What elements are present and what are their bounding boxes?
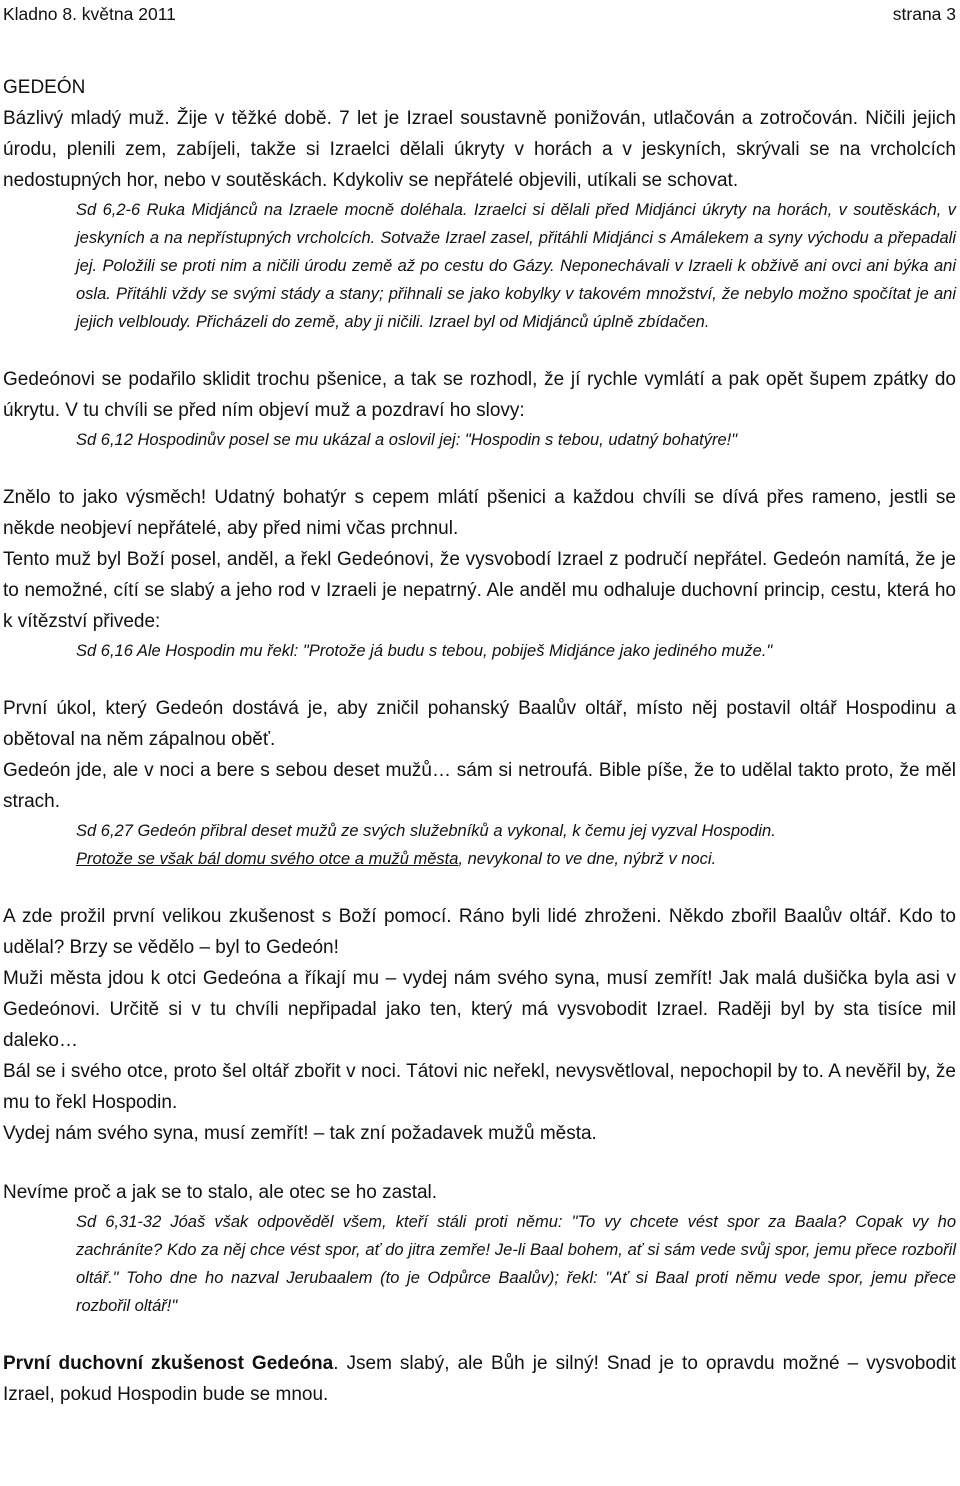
paragraph-father: Bál se i svého otce, proto šel oltář zbořit v noci. Tátovi nic neřekl, nevysvětloval, nepochopil by to. A nevěřil by, že mu to řekl Hospodin. xyxy=(3,1061,956,1113)
spacer xyxy=(3,336,956,364)
paragraph-father-defends: Nevíme proč a jak se to stalo, ale otec se ho zastal. xyxy=(3,1182,438,1203)
quote-sd-6-16: Sd 6,16 Ale Hospodin mu řekl: "Protože já budu s tebou, pobiješ Midjánce jako jediného muže." xyxy=(76,642,773,660)
paragraph-conclusion xyxy=(3,1348,956,1410)
spacer xyxy=(3,1149,956,1177)
document-page xyxy=(0,1,960,1486)
paragraph-messenger: Tento muž byl Boží posel, anděl, a řekl Gedeónovi, že vysvobodí Izrael z područí nepřátel. Gedeón namítá, že je to nemožné, cítí se slabý a jeho rod v Izraeli je nepatrný. Ale anděl mu odhaluje duchovní princip, cestu, která ho k vítězství přivede: xyxy=(3,549,956,632)
section-title: GEDEÓN xyxy=(3,77,86,98)
paragraph-first-task: První úkol, který Gedeón dostává je, aby zničil pohanský Baalův oltář, místo něj postavil oltář Hospodinu a obětoval na něm zápalnou oběť. xyxy=(3,698,956,750)
conclusion-rest: . Jsem slabý, ale Bůh je silný! Snad je to opravdu možné – vysvobodit Izrael, pokud Hospodin bude se mnou. xyxy=(3,1353,956,1405)
paragraph-experience: A zde prožil první velikou zkušenost s Boží pomocí. Ráno byli lidé zhroženi. Někdo zbořil Baalův oltář. Kdo to udělal? Brzy se vědělo – byl to Gedeón! xyxy=(3,906,956,958)
paragraph-mockery: Znělo to jako výsměch! Udatný bohatýr s cepem mlátí pšenici a každou chvíli se dívá přes rameno, jestli se někde neobjeví nepřátelé, aby před nimi včas prchnul. xyxy=(3,487,956,539)
paragraph-intro: Bázlivý mladý muž. Žije v těžké době. 7 let je Izrael soustavně ponižován, utlačován a zotročován. Ničili jejich úrodu, plenili zem, zabíjeli, takže si Izraelci dělali úkryty v horách a v jeskyních, skrývali se na vrcholcích nedostupných hor, nebo v soutěskách. Kdykoliv se nepřátelé objevili, utíkali se schovat. xyxy=(3,108,956,191)
quote-sd-6-31-32: Sd 6,31-32 Jóaš však odpověděl všem, kteří stáli proti němu: "To vy chcete vést spor za Baala? Copak vy ho zachráníte? Kdo za něj chce vést spor, ať do jitra zemře! Je-li Baal bohem, ať si sám vede svůj spor, jemu přece rozbořil oltář." Toho dne ho nazval Jerubaalem (to je Odpůrce Baalův); řekl: "Ať si Baal proti němu vede spor, jemu přece rozbořil oltář!" xyxy=(76,1213,956,1315)
quote-sd-6-12: Sd 6,12 Hospodinův posel se mu ukázal a oslovil jej: "Hospodin s tebou, udatný bohatýre!" xyxy=(76,431,738,449)
paragraph-night: Gedeón jde, ale v noci a bere s sebou deset mužů… sám si netroufá. Bible píše, že to udělal takto proto, že měl strach. xyxy=(3,760,956,812)
conclusion-bold-lead: První duchovní zkušenost Gedeóna xyxy=(3,1353,334,1374)
quote-sd-6-27-rest: , nevykonal to ve dne, nýbrž v noci. xyxy=(458,850,717,868)
header-page-number: strana 3 xyxy=(892,4,956,24)
paragraph-men-of-city: Muži města jdou k otci Gedeóna a říkají mu – vydej nám svého syna, musí zemřít! Jak malá dušička byla asi v Gedeónovi. Určitě si v tu chvíli nepřipadal jako ten, který má vysvobodit Izrael. Raději byl by sta tisíce mil daleko… xyxy=(3,968,956,1051)
page-header xyxy=(3,1,956,27)
quote-sd-6-27-first: Sd 6,27 Gedeón přibral deset mužů ze svých služebníků a vykonal, k čemu jej vyzval Hospodin. xyxy=(76,822,776,840)
spacer xyxy=(3,1320,956,1348)
paragraph-demand: Vydej nám svého syna, musí zemřít! – tak zní požadavek mužů města. xyxy=(3,1123,597,1144)
spacer xyxy=(3,665,956,693)
quote-sd-6-27 xyxy=(76,817,956,873)
header-date: Kladno 8. května 2011 xyxy=(3,4,176,24)
spacer xyxy=(3,873,956,901)
paragraph-harvest: Gedeónovi se podařilo sklidit trochu pšenice, a tak se rozhodl, že jí rychle vymlátí a pak opět šupem zpátky do úkrytu. V tu chvíli se před ním objeví muž a pozdraví ho slovy: xyxy=(3,369,956,421)
quote-sd-6-2-6: Sd 6,2-6 Ruka Midjánců na Izraele mocně doléhala. Izraelci si dělali před Midjánci úkryty na horách, v soutěskách, v jeskyních a na nepřístupných vrcholcích. Sotvaže Izrael zasel, přitáhli Midjánci s Amálekem a syny východu a přepadali jej. Položili se proti nim a ničili úrodu země až po cestu do Gázy. Neponechávali v Izraeli k obživě ani ovci ani býka ani osla. Přitáhli vždy se svými stády a stany; přihnali se jako kobylky v takovém množství, že nebylo možno spočítat je ani jejich velbloudy. Přicházeli do země, aby ji ničili. Izrael byl od Midjánců úplně zbídačen. xyxy=(76,201,956,331)
quote-underlined-text: Protože se však bál domu svého otce a mužů města xyxy=(76,850,459,868)
spacer xyxy=(3,454,956,482)
